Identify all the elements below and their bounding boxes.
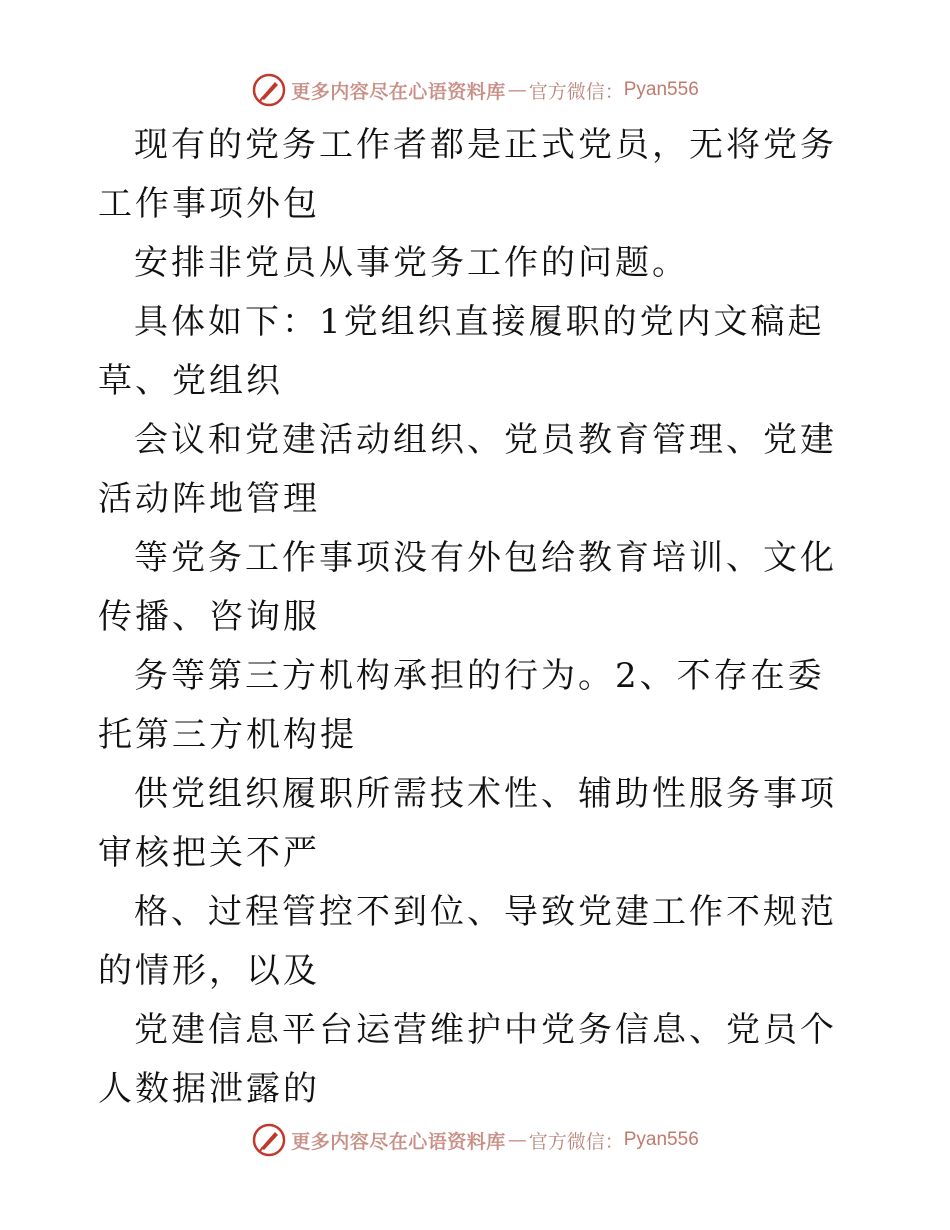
- paragraph: 等党务工作事项没有外包给教育培训、文化传播、咨询服: [98, 538, 837, 637]
- paragraph: 务等第三方机构承担的行为。2、不存在委托第三方机构提: [98, 656, 825, 755]
- paragraph: 党建信息平台运营维护中党务信息、党员个人数据泄露的: [98, 1010, 837, 1109]
- banner-contact-id: Pyan556: [623, 79, 699, 100]
- paragraph: 格、过程管控不到位、导致党建工作不规范的情形，以及: [98, 892, 837, 991]
- banner-title: 更多内容尽在心语资料库: [291, 1130, 506, 1153]
- banner-dash: —: [507, 1129, 527, 1151]
- footer-watermark-banner: [0, 1120, 950, 1160]
- banner-contact-label: 官方微信：: [528, 1130, 624, 1153]
- paragraph: 供党组织履职所需技术性、辅助性服务事项审核把关不严: [98, 774, 837, 873]
- paragraph: 安排非党员从事党务工作的问题。: [134, 243, 689, 283]
- paragraph: 会议和党建活动组织、党员教育管理、党建活动阵地管理: [98, 420, 837, 519]
- banner-title: 更多内容尽在心语资料库: [291, 80, 506, 103]
- document-body: [98, 116, 858, 1119]
- header-watermark-banner: [0, 70, 950, 110]
- quill-pen-icon: [251, 1122, 287, 1158]
- banner-contact-id: Pyan556: [623, 1129, 699, 1150]
- banner-contact-label: 官方微信：: [528, 80, 624, 103]
- banner-dash: —: [507, 79, 527, 101]
- paragraph: 具体如下：1党组织直接履职的党内文稿起草、党组织: [98, 302, 825, 401]
- paragraph: 现有的党务工作者都是正式党员，无将党务工作事项外包: [98, 125, 837, 224]
- quill-pen-icon: [251, 72, 287, 108]
